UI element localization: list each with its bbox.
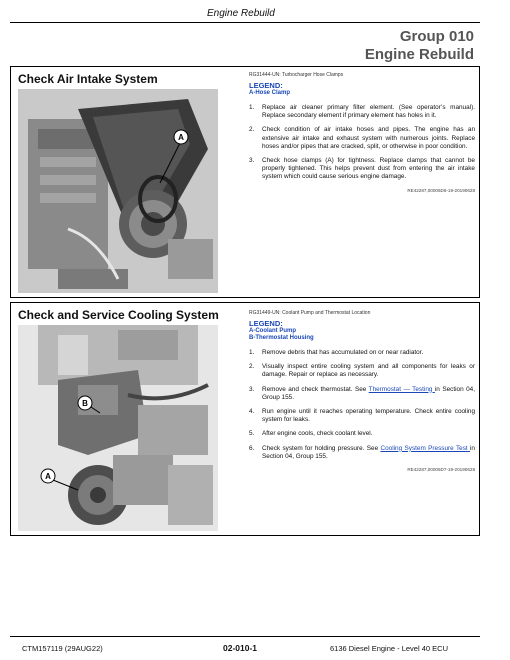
step-item: [249, 408, 475, 424]
section-air-intake: [10, 66, 480, 298]
section-cooling-system: [10, 302, 480, 536]
step-text-pre: Check system for holding pressure. See: [262, 444, 381, 452]
footer-rule: [10, 636, 480, 637]
section-title: Check Air Intake System: [18, 72, 158, 86]
figure-caption: RG31444-UN: Turbocharger Hose Clamps: [249, 72, 344, 78]
step-number: 5.: [249, 430, 255, 438]
legend-item: B-Thermostat Housing: [249, 335, 314, 341]
step-list: [249, 104, 475, 182]
turbocharger-hose-clamp-figure: [18, 89, 218, 293]
step-number: 4.: [249, 408, 255, 416]
engine-illustration: [18, 89, 218, 293]
step-text: Run engine until it reaches operating temperature. Check entire cooling system for leaks.: [262, 408, 475, 424]
callout-b-label: B: [82, 399, 88, 408]
running-title: Engine Rebuild: [207, 8, 275, 19]
step-number: 1.: [249, 349, 255, 356]
step-item: [249, 126, 475, 151]
step-item: [249, 349, 475, 357]
step-item: [249, 445, 475, 461]
legend-title: LEGEND:: [249, 319, 283, 328]
step-number: 2.: [249, 126, 255, 134]
legend-item: A-Hose Clamp: [249, 90, 291, 96]
step-number: 3.: [249, 385, 255, 393]
step-text-pre: Remove and check thermostat. See: [262, 385, 369, 393]
step-text-post: in Section 04, Group 155.: [262, 385, 475, 401]
figure-caption: RG31449-UN: Coolant Pump and Thermostat Location: [249, 310, 371, 316]
step-text: Visually inspect entire cooling system and all components for leaks or damage. Repair or replace as necessary.: [262, 363, 475, 379]
legend-item: A-Coolant Pump: [249, 328, 296, 334]
step-text-post: in Section 04, Group 155.: [262, 444, 475, 460]
step-text: Check condition of air intake hoses and pipes. The engine has an extensive air intake and exhaust system with numerous joints. Replace hoses and/or pipes that are cracked, split, or otherwise in poor condition.: [262, 126, 475, 150]
group-number: Group 010: [399, 28, 474, 45]
step-item: [249, 157, 475, 182]
engine-illustration: [18, 325, 218, 531]
step-number: 1.: [249, 104, 255, 111]
step-list: [249, 349, 475, 461]
thermostat-testing-link[interactable]: Thermostat — Testing: [368, 385, 435, 393]
step-text: Replace air cleaner primary filter element. (See operator’s manual). Replace secondary element if primary element has holes in it.: [262, 104, 475, 120]
page-number: 02-010-1: [223, 643, 258, 653]
section-text: [249, 310, 475, 472]
step-text: After engine cools, check coolant level.: [262, 430, 373, 438]
section-text: [249, 72, 475, 193]
engine-model: 6136 Diesel Engine - Level 40 ECU: [330, 644, 448, 653]
step-item: [249, 104, 475, 120]
callout-a-label: A: [178, 133, 184, 142]
header-rule: [10, 22, 480, 23]
step-item: [249, 430, 475, 438]
step-item: [249, 363, 475, 379]
reference-code: RE42287,00005D7-19-20190628: [407, 467, 475, 473]
step-text: Remove debris that has accumulated on or near radiator.: [262, 349, 424, 356]
cooling-system-pressure-test-link[interactable]: Cooling System Pressure Test: [380, 444, 471, 452]
legend-title: LEGEND:: [249, 81, 283, 90]
step-number: 3.: [249, 157, 255, 165]
document-id: CTM157119 (29AUG22): [22, 644, 103, 653]
section-title: Check and Service Cooling System: [18, 308, 219, 322]
step-text: Check hose clamps (A) for tightness. Replace clamps that cannot be properly tightened. This helps prevent dust from entering the air intake system which could cause serious engine damage.: [262, 157, 475, 181]
step-number: 6.: [249, 444, 255, 452]
step-number: 2.: [249, 363, 255, 371]
callout-a-label: A: [45, 472, 51, 481]
step-item: [249, 386, 475, 402]
group-title: Engine Rebuild: [364, 46, 474, 63]
coolant-pump-thermostat-figure: [18, 325, 218, 531]
reference-code: RE42287,00005D6-19-20190628: [407, 187, 475, 193]
